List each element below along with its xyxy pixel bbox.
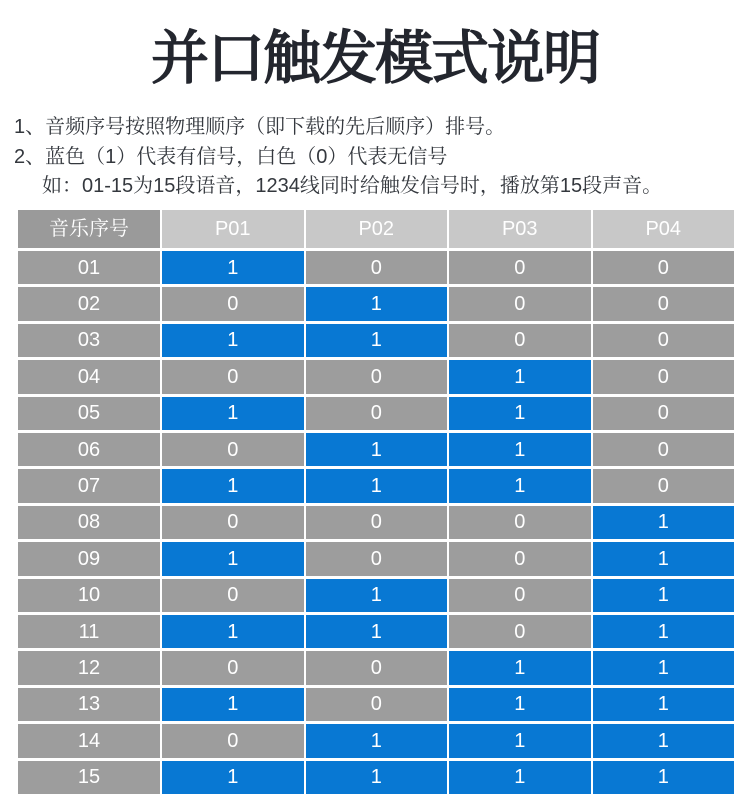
signal-cell-02-p04-off: 0 [593,287,735,320]
signal-cell-04-p04-off: 0 [593,360,735,393]
note-line-2-example: 如：01-15为15段语音，1234线同时给触发信号时，播放第15段声音。 [42,175,663,197]
signal-cell-06-p04-off: 0 [593,433,735,466]
signal-cell-11-p01-on: 1 [162,615,304,648]
signal-cell-11-p02-on: 1 [306,615,448,648]
signal-cell-15-p02-on: 1 [306,761,448,794]
signal-cell-01-p03-off: 0 [449,251,591,284]
signal-cell-03-p03-off: 0 [449,324,591,357]
header-cell-p04: P04 [593,210,735,248]
signal-cell-09-p03-off: 0 [449,542,591,575]
signal-cell-06-p03-on: 1 [449,433,591,466]
signal-cell-09-p01-on: 1 [162,542,304,575]
header-cell-music-index: 音乐序号 [18,210,160,248]
header-cell-p03: P03 [449,210,591,248]
row-label-11: 11 [18,615,160,648]
signal-cell-11-p03-off: 0 [449,615,591,648]
signal-cell-01-p04-off: 0 [593,251,735,284]
signal-cell-04-p01-off: 0 [162,360,304,393]
signal-cell-13-p02-off: 0 [306,688,448,721]
signal-cell-12-p01-off: 0 [162,651,304,684]
signal-cell-02-p03-off: 0 [449,287,591,320]
signal-cell-07-p01-on: 1 [162,469,304,502]
signal-cell-08-p01-off: 0 [162,506,304,539]
signal-cell-13-p01-on: 1 [162,688,304,721]
signal-cell-15-p03-on: 1 [449,761,591,794]
signal-cell-08-p04-on: 1 [593,506,735,539]
row-label-05: 05 [18,397,160,430]
signal-cell-14-p01-off: 0 [162,724,304,757]
signal-cell-03-p02-on: 1 [306,324,448,357]
note-line-1: 1、音频序号按照物理顺序（即下载的先后顺序）排号。 [14,116,506,138]
signal-cell-10-p03-off: 0 [449,579,591,612]
row-label-10: 10 [18,579,160,612]
signal-cell-09-p04-on: 1 [593,542,735,575]
row-label-04: 04 [18,360,160,393]
signal-cell-14-p04-on: 1 [593,724,735,757]
row-label-07: 07 [18,469,160,502]
signal-cell-12-p03-on: 1 [449,651,591,684]
signal-cell-08-p03-off: 0 [449,506,591,539]
signal-cell-10-p01-off: 0 [162,579,304,612]
signal-cell-02-p02-on: 1 [306,287,448,320]
signal-cell-07-p03-on: 1 [449,469,591,502]
signal-cell-14-p03-on: 1 [449,724,591,757]
signal-cell-12-p04-on: 1 [593,651,735,684]
signal-cell-03-p01-on: 1 [162,324,304,357]
notes-block [14,113,742,202]
signal-cell-05-p04-off: 0 [593,397,735,430]
signal-cell-10-p02-on: 1 [306,579,448,612]
page-title: 并口触发模式说明 [150,26,599,91]
signal-cell-15-p04-on: 1 [593,761,735,794]
row-label-03: 03 [18,324,160,357]
signal-cell-03-p04-off: 0 [593,324,735,357]
row-label-13: 13 [18,688,160,721]
signal-cell-06-p02-on: 1 [306,433,448,466]
row-label-08: 08 [18,506,160,539]
row-label-15: 15 [18,761,160,794]
signal-cell-11-p04-on: 1 [593,615,735,648]
signal-cell-04-p03-on: 1 [449,360,591,393]
row-label-02: 02 [18,287,160,320]
signal-cell-12-p02-off: 0 [306,651,448,684]
signal-cell-13-p04-on: 1 [593,688,735,721]
signal-cell-10-p04-on: 1 [593,579,735,612]
signal-cell-05-p01-on: 1 [162,397,304,430]
signal-cell-04-p02-off: 0 [306,360,448,393]
signal-cell-07-p04-off: 0 [593,469,735,502]
row-label-09: 09 [18,542,160,575]
row-label-06: 06 [18,433,160,466]
signal-cell-09-p02-off: 0 [306,542,448,575]
header-cell-p02: P02 [306,210,448,248]
signal-cell-13-p03-on: 1 [449,688,591,721]
header-cell-p01: P01 [162,210,304,248]
signal-cell-01-p02-off: 0 [306,251,448,284]
trigger-table [18,210,734,794]
row-label-12: 12 [18,651,160,684]
signal-cell-05-p02-off: 0 [306,397,448,430]
signal-cell-01-p01-on: 1 [162,251,304,284]
signal-cell-06-p01-off: 0 [162,433,304,466]
row-label-14: 14 [18,724,160,757]
signal-cell-05-p03-on: 1 [449,397,591,430]
signal-cell-07-p02-on: 1 [306,469,448,502]
signal-cell-08-p02-off: 0 [306,506,448,539]
note-line-2: 2、蓝色（1）代表有信号，白色（0）代表无信号 [14,145,448,168]
signal-cell-15-p01-on: 1 [162,761,304,794]
signal-cell-14-p02-on: 1 [306,724,448,757]
row-label-01: 01 [18,251,160,284]
signal-cell-02-p01-off: 0 [162,287,304,320]
